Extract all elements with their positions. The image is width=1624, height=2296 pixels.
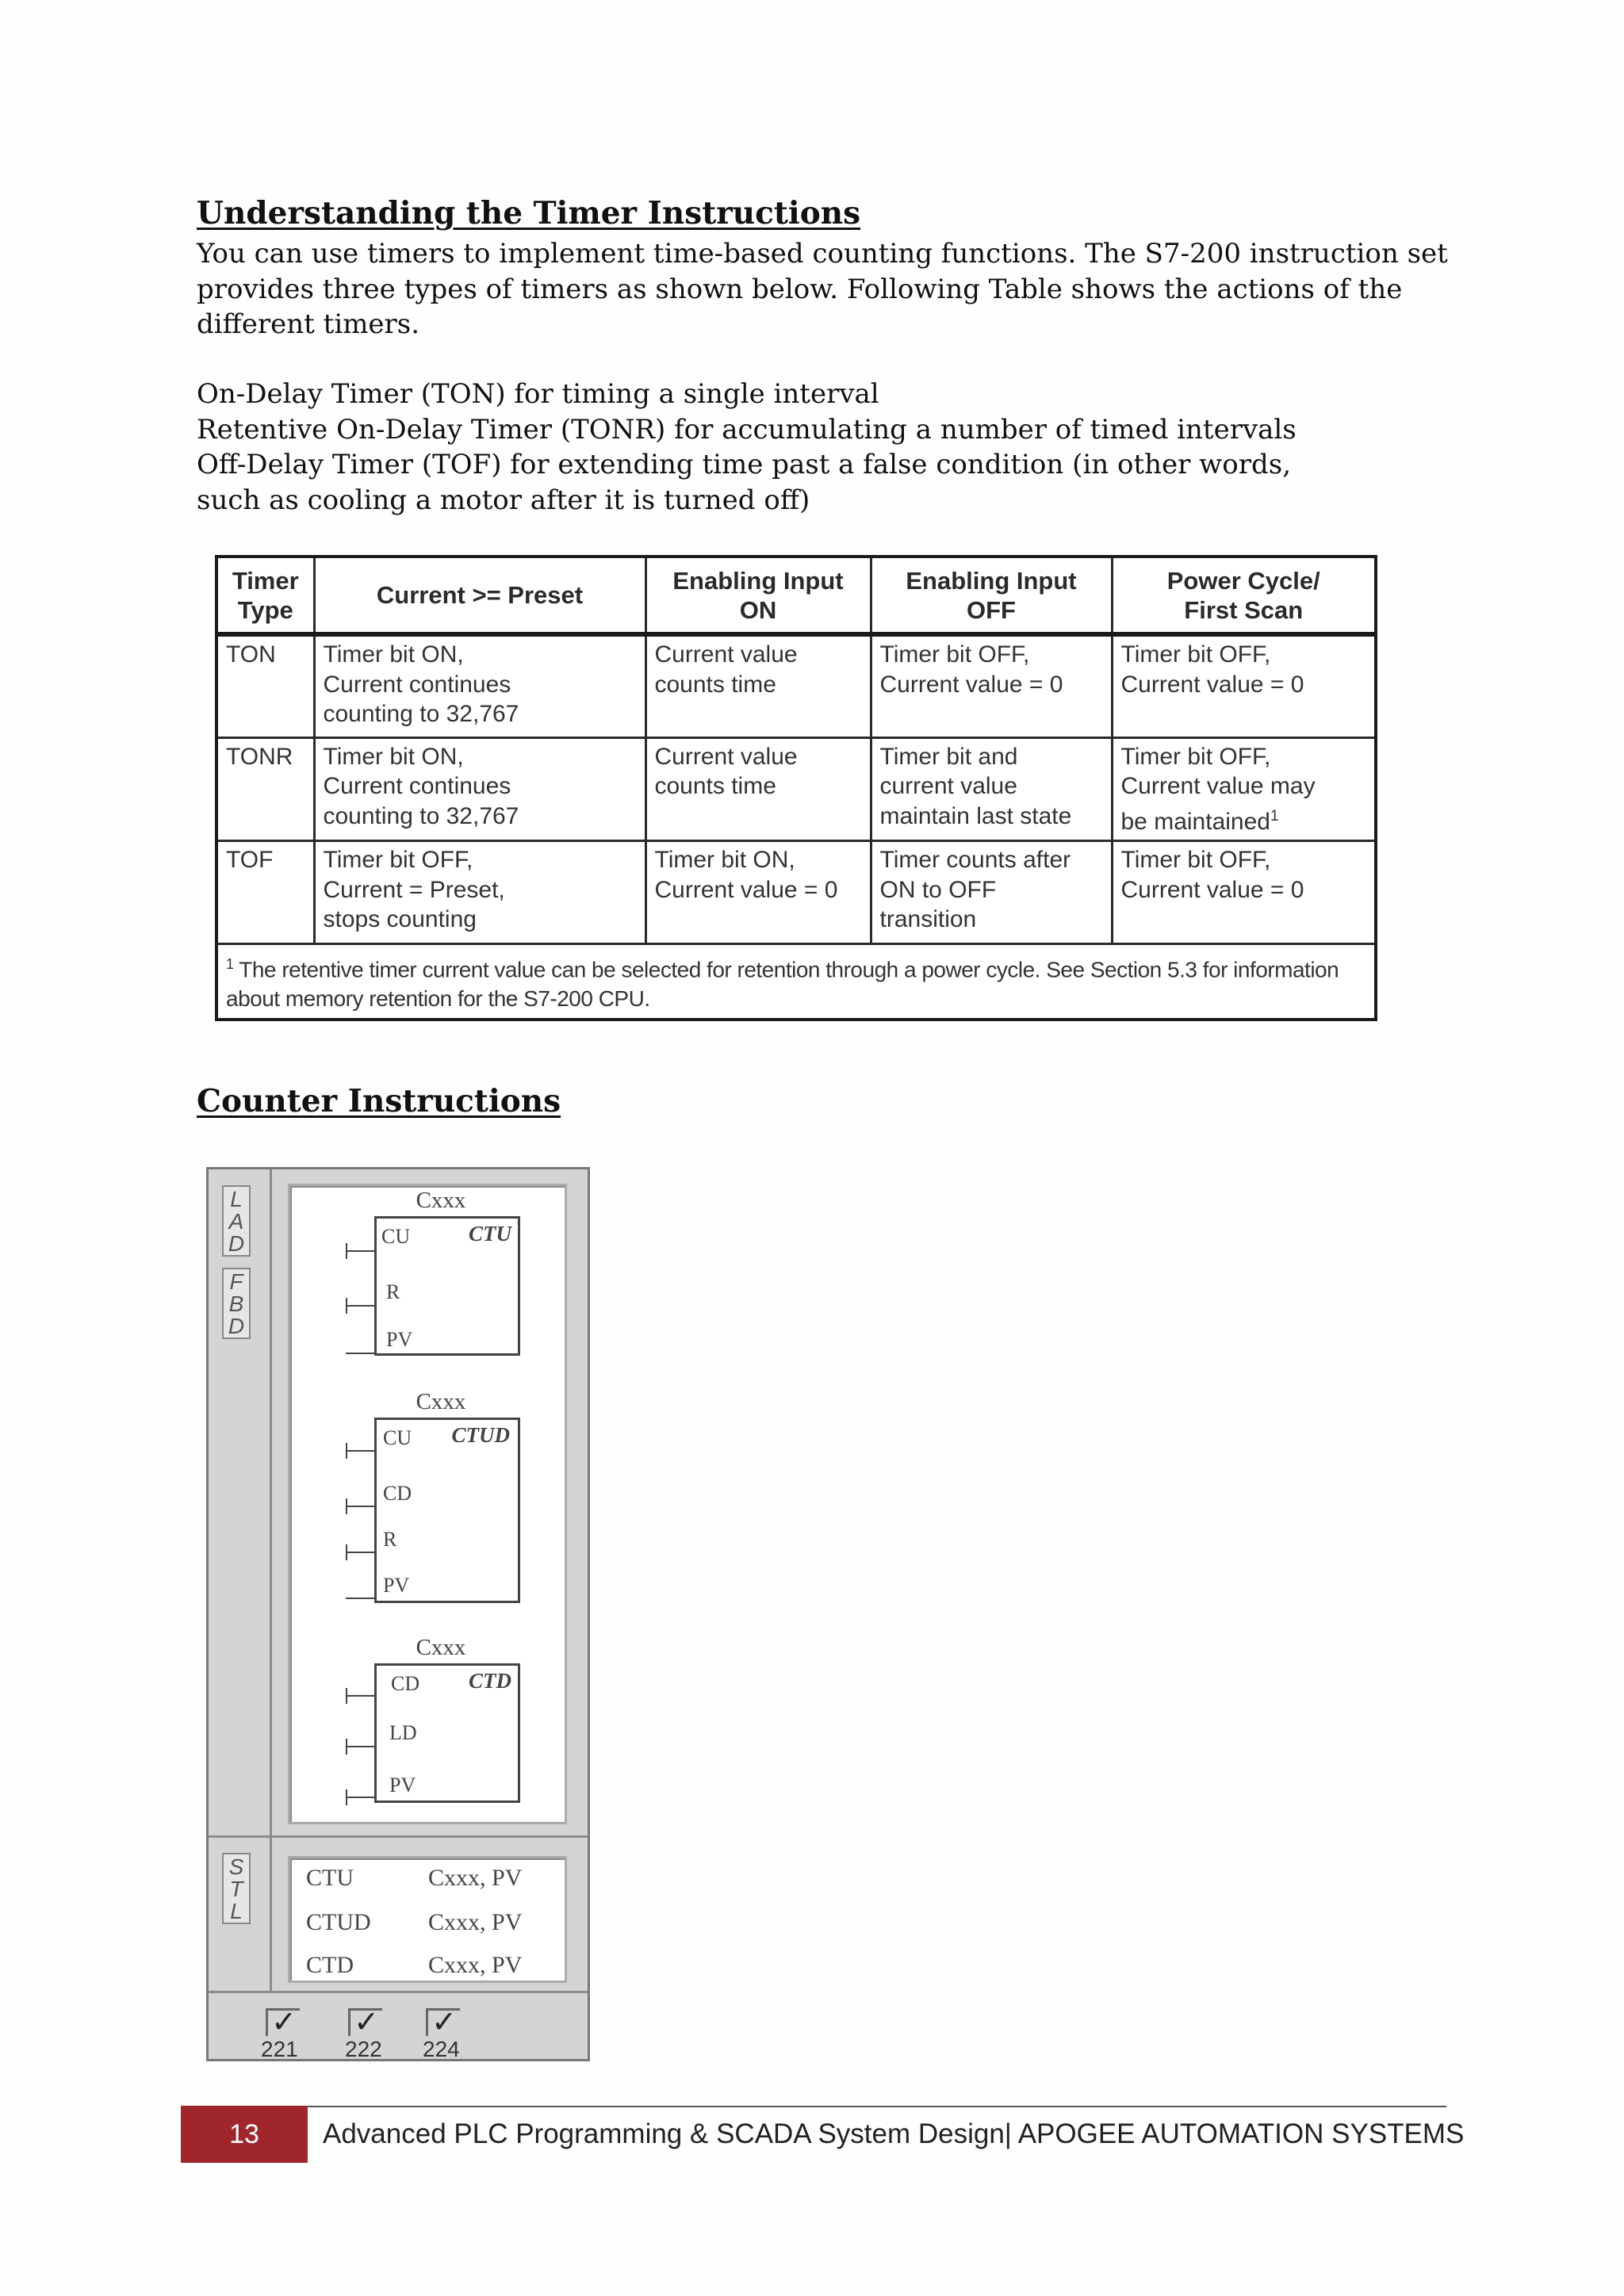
stl-op: CTD xyxy=(306,1952,354,1978)
contact-tick xyxy=(346,1443,347,1459)
header-enabling-off: Enabling Input OFF xyxy=(871,557,1112,634)
stl-args: Cxxx, PV xyxy=(428,1952,523,1978)
timer-intro xyxy=(197,236,1505,342)
counter-name: Cxxx xyxy=(416,1188,466,1213)
table-cell: Timer bit OFF, Current = Preset, stops counting xyxy=(314,841,645,944)
ctud-block[interactable] xyxy=(374,1418,520,1603)
tab-fbd-label: FBD xyxy=(224,1269,249,1336)
footnote-marker: 1 xyxy=(226,956,234,972)
input-wire xyxy=(346,1695,374,1697)
input-wire xyxy=(346,1598,374,1599)
footnote-text: The retentive timer current value can be selected for retention through a power cycle. See Section 5.3 for information about memory retention for the S7-200 CPU. xyxy=(226,957,1339,1012)
page-number: 13 xyxy=(181,2106,308,2163)
cpu-label: 224 xyxy=(423,2037,460,2061)
input-wire xyxy=(346,1450,374,1452)
input-wire xyxy=(346,1305,374,1307)
table-cell: Timer bit OFF, Current value = 0 xyxy=(871,634,1112,737)
stl-op: CTU xyxy=(306,1865,354,1891)
table-cell xyxy=(1112,737,1376,841)
pin-label: PV xyxy=(389,1774,416,1797)
contact-tick xyxy=(346,1789,347,1805)
intro-line: provides three types of timers as shown below. Following Table shows the actions of the xyxy=(197,273,1403,305)
intro-line: different timers. xyxy=(197,308,420,340)
ladder-canvas xyxy=(288,1184,567,1824)
table-footnote xyxy=(216,944,1376,1020)
input-wire xyxy=(346,1746,374,1747)
timer-types-list xyxy=(197,377,1505,518)
timer-type-line: On-Delay Timer (TON) for timing a single interval xyxy=(197,378,879,410)
header-enabling-on: Enabling Input ON xyxy=(645,557,871,634)
table-cell: TOF xyxy=(216,841,314,944)
footer-rule xyxy=(181,2106,1446,2107)
table-cell: Current value counts time xyxy=(645,737,871,841)
table-row xyxy=(216,737,1376,841)
contact-tick xyxy=(346,1688,347,1704)
header-current-preset: Current >= Preset xyxy=(314,557,645,634)
table-row xyxy=(216,841,1376,944)
stl-op: CTUD xyxy=(306,1909,371,1935)
contact-tick xyxy=(346,1544,347,1560)
table-cell: TONR xyxy=(216,737,314,841)
stl-args: Cxxx, PV xyxy=(428,1909,523,1935)
ctu-block[interactable] xyxy=(374,1216,520,1356)
pin-label: R xyxy=(383,1528,397,1551)
timer-type-line: Retentive On-Delay Timer (TONR) for accumulating a number of timed intervals xyxy=(197,413,1297,446)
timer-type-line: such as cooling a motor after it is turned off) xyxy=(197,484,810,516)
contact-tick xyxy=(346,1298,347,1314)
section-divider xyxy=(209,1835,588,1838)
table-cell: Timer bit ON, Current continues counting to 32,767 xyxy=(314,634,645,737)
pin-label: R xyxy=(386,1280,400,1303)
check-icon: ✓ xyxy=(348,2008,382,2036)
pin-label: LD xyxy=(389,1721,417,1744)
counter-instruction-panel xyxy=(206,1167,590,2061)
pin-label: CD xyxy=(383,1482,412,1505)
input-wire xyxy=(346,1250,374,1252)
tab-lad[interactable] xyxy=(222,1185,251,1257)
check-icon: ✓ xyxy=(426,2008,460,2036)
footnote-ref: 1 xyxy=(1270,807,1279,825)
stl-args: Cxxx, PV xyxy=(428,1865,523,1891)
table-cell: Timer bit OFF, Current value = 0 xyxy=(1112,841,1376,944)
header-timer-type: Timer Type xyxy=(216,557,314,634)
counter-name: Cxxx xyxy=(416,1635,466,1660)
pin-label: CD xyxy=(391,1672,420,1695)
footer-title: Advanced PLC Programming & SCADA System Design| APOGEE AUTOMATION SYSTEMS xyxy=(323,2118,1465,2149)
side-divider xyxy=(270,1169,272,1835)
table-cell: Timer bit OFF, Current value = 0 xyxy=(1112,634,1376,737)
input-wire xyxy=(346,1552,374,1553)
timer-type-line: Off-Delay Timer (TOF) for extending time past a false condition (in other words, xyxy=(197,449,1292,480)
stl-canvas xyxy=(288,1856,567,1983)
contact-tick xyxy=(346,1498,347,1514)
pin-label: PV xyxy=(386,1328,413,1351)
pin-label: CU xyxy=(381,1225,411,1248)
cpu-label: 222 xyxy=(345,2037,382,2061)
contact-tick xyxy=(346,1243,347,1259)
input-wire xyxy=(346,1797,374,1798)
table-cell: Current value counts time xyxy=(645,634,871,737)
tab-lad-label: LAD xyxy=(224,1187,249,1253)
ctd-block[interactable] xyxy=(374,1663,520,1803)
contact-tick xyxy=(346,1739,347,1755)
table-cell: Timer bit and current value maintain last state xyxy=(871,737,1112,841)
table-cell: TON xyxy=(216,634,314,737)
header-power-cycle: Power Cycle/ First Scan xyxy=(1112,557,1376,634)
cpu-label: 221 xyxy=(261,2037,298,2061)
pin-label: PV xyxy=(383,1574,410,1597)
section-divider xyxy=(209,1991,588,1993)
intro-line: You can use timers to implement time-based counting functions. The S7-200 instruction set xyxy=(197,238,1448,270)
block-title: CTUD xyxy=(451,1423,510,1447)
tab-stl-label: STL xyxy=(224,1854,249,1921)
counter-name: Cxxx xyxy=(416,1389,466,1414)
side-divider xyxy=(270,1838,272,1993)
tab-stl[interactable] xyxy=(222,1853,251,1924)
block-title: CTU xyxy=(469,1222,511,1246)
counter-heading: Counter Instructions xyxy=(197,1083,561,1119)
timer-heading: Understanding the Timer Instructions xyxy=(197,195,861,232)
check-icon: ✓ xyxy=(266,2008,300,2036)
pin-label: CU xyxy=(383,1426,412,1449)
block-title: CTD xyxy=(469,1669,511,1693)
table-row xyxy=(216,634,1376,737)
tab-fbd[interactable] xyxy=(222,1268,251,1339)
table-footnote-row xyxy=(216,944,1376,1020)
timer-actions-table xyxy=(215,555,1377,1021)
input-wire xyxy=(346,1353,374,1354)
cell-text: Timer bit OFF, Current value may be maintained xyxy=(1120,743,1316,835)
table-cell: Timer bit ON, Current value = 0 xyxy=(645,841,871,944)
table-cell: Timer bit ON, Current continues counting to 32,767 xyxy=(314,737,645,841)
table-cell: Timer counts after ON to OFF transition xyxy=(871,841,1112,944)
input-wire xyxy=(346,1506,374,1507)
